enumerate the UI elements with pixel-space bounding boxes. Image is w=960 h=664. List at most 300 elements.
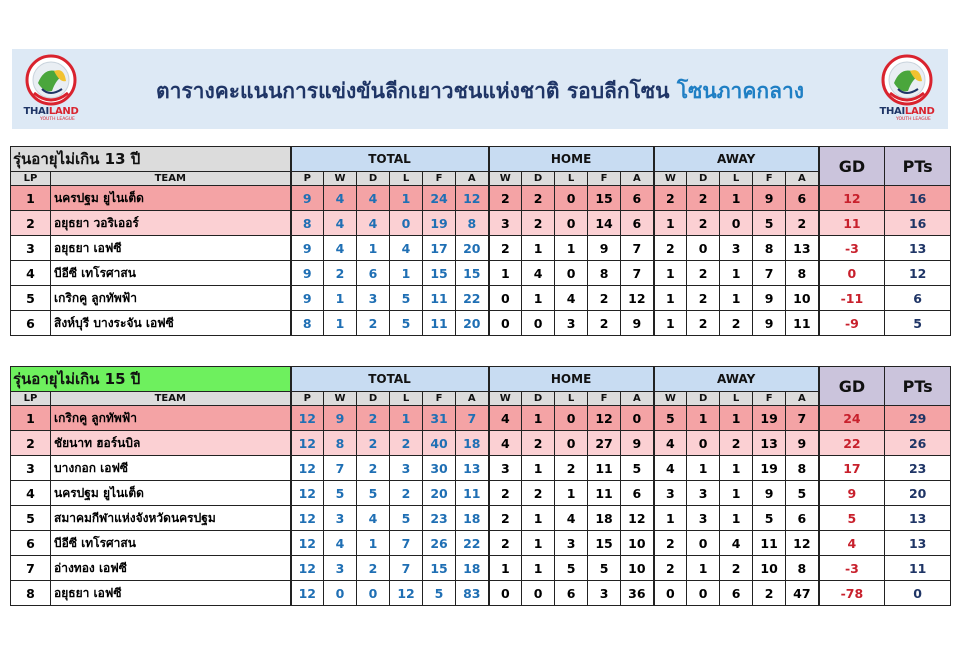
away-stat-cell: 47 xyxy=(786,581,819,606)
total-stat-cell: 15 xyxy=(423,261,456,286)
goal-difference-cell: 0 xyxy=(819,261,885,286)
column-header-total-f: F xyxy=(423,392,456,406)
away-stat-cell: 1 xyxy=(720,406,753,431)
home-stat-cell: 12 xyxy=(621,286,654,311)
total-stat-cell: 9 xyxy=(291,286,324,311)
away-stat-cell: 5 xyxy=(654,406,687,431)
column-header-away-a: A xyxy=(786,172,819,186)
away-stat-cell: 2 xyxy=(687,211,720,236)
home-stat-cell: 12 xyxy=(588,406,621,431)
team-name-cell: ชัยนาท ฮอร์นบิล xyxy=(51,431,291,456)
home-stat-cell: 0 xyxy=(489,581,522,606)
home-stat-cell: 9 xyxy=(621,431,654,456)
column-header-away-f: F xyxy=(753,172,786,186)
total-stat-cell: 8 xyxy=(291,211,324,236)
table-row xyxy=(11,431,951,456)
total-stat-cell: 4 xyxy=(390,236,423,261)
home-stat-cell: 2 xyxy=(588,286,621,311)
total-stat-cell: 2 xyxy=(357,431,390,456)
away-stat-cell: 2 xyxy=(687,311,720,336)
away-stat-cell: 4 xyxy=(654,456,687,481)
total-stat-cell: 8 xyxy=(291,311,324,336)
column-header-away-d: D xyxy=(687,392,720,406)
total-stat-cell: 11 xyxy=(423,311,456,336)
column-header-home-l: L xyxy=(555,392,588,406)
column-header-home-a: A xyxy=(621,392,654,406)
table-row xyxy=(11,481,951,506)
total-stat-cell: 2 xyxy=(357,406,390,431)
group-header-away: AWAY xyxy=(654,367,819,392)
home-stat-cell: 5 xyxy=(555,556,588,581)
home-stat-cell: 2 xyxy=(489,481,522,506)
away-stat-cell: 7 xyxy=(786,406,819,431)
column-header-away-l: L xyxy=(720,392,753,406)
goal-difference-cell: 22 xyxy=(819,431,885,456)
team-name-cell: อยุธยา เอฟซี xyxy=(51,581,291,606)
column-header-total-w: W xyxy=(324,392,357,406)
home-stat-cell: 15 xyxy=(588,531,621,556)
team-name-cell: บีอีซี เทโรศาสน xyxy=(51,531,291,556)
away-stat-cell: 9 xyxy=(753,286,786,311)
home-stat-cell: 0 xyxy=(555,186,588,211)
total-stat-cell: 7 xyxy=(456,406,489,431)
home-stat-cell: 3 xyxy=(555,531,588,556)
home-stat-cell: 1 xyxy=(489,261,522,286)
home-stat-cell: 14 xyxy=(588,211,621,236)
away-stat-cell: 1 xyxy=(720,261,753,286)
rank-cell: 1 xyxy=(11,186,51,211)
away-stat-cell: 1 xyxy=(654,286,687,311)
away-stat-cell: 2 xyxy=(753,581,786,606)
column-header-away-w: W xyxy=(654,172,687,186)
age-group-title: รุ่นอายุไม่เกิน 15 ปี xyxy=(11,367,291,392)
home-stat-cell: 1 xyxy=(522,286,555,311)
total-stat-cell: 31 xyxy=(423,406,456,431)
column-header-home-f: F xyxy=(588,172,621,186)
total-stat-cell: 9 xyxy=(324,406,357,431)
column-header-total-l: L xyxy=(390,172,423,186)
column-header-gd: GD xyxy=(819,147,885,186)
home-stat-cell: 0 xyxy=(489,286,522,311)
away-stat-cell: 1 xyxy=(720,481,753,506)
total-stat-cell: 4 xyxy=(357,211,390,236)
away-stat-cell: 2 xyxy=(654,236,687,261)
total-stat-cell: 12 xyxy=(291,556,324,581)
points-cell: 16 xyxy=(885,211,951,236)
table-row xyxy=(11,506,951,531)
home-stat-cell: 4 xyxy=(522,261,555,286)
column-header-lp: LP xyxy=(11,392,51,406)
total-stat-cell: 11 xyxy=(456,481,489,506)
table-row xyxy=(11,236,951,261)
home-stat-cell: 5 xyxy=(588,556,621,581)
column-header-total-d: D xyxy=(357,172,390,186)
home-stat-cell: 1 xyxy=(522,556,555,581)
away-stat-cell: 0 xyxy=(687,581,720,606)
header-banner xyxy=(12,49,948,129)
home-stat-cell: 2 xyxy=(588,311,621,336)
points-cell: 6 xyxy=(885,286,951,311)
column-header-total-p: P xyxy=(291,392,324,406)
column-header-total-a: A xyxy=(456,392,489,406)
total-stat-cell: 1 xyxy=(390,261,423,286)
total-stat-cell: 15 xyxy=(456,261,489,286)
rank-cell: 3 xyxy=(11,456,51,481)
away-stat-cell: 1 xyxy=(720,286,753,311)
column-header-total-d: D xyxy=(357,392,390,406)
total-stat-cell: 7 xyxy=(390,531,423,556)
total-stat-cell: 20 xyxy=(423,481,456,506)
home-stat-cell: 2 xyxy=(489,506,522,531)
away-stat-cell: 5 xyxy=(786,481,819,506)
table-row xyxy=(11,531,951,556)
total-stat-cell: 18 xyxy=(456,556,489,581)
home-stat-cell: 1 xyxy=(522,531,555,556)
away-stat-cell: 2 xyxy=(786,211,819,236)
points-cell: 20 xyxy=(885,481,951,506)
away-stat-cell: 9 xyxy=(786,431,819,456)
home-stat-cell: 4 xyxy=(489,406,522,431)
total-stat-cell: 4 xyxy=(324,531,357,556)
column-header-team: TEAM xyxy=(51,392,291,406)
away-stat-cell: 19 xyxy=(753,456,786,481)
total-stat-cell: 9 xyxy=(291,186,324,211)
home-stat-cell: 2 xyxy=(489,186,522,211)
logo-sub-text: YOUTH LEAGUE xyxy=(40,117,75,122)
home-stat-cell: 9 xyxy=(621,311,654,336)
total-stat-cell: 5 xyxy=(390,311,423,336)
rank-cell: 4 xyxy=(11,481,51,506)
home-stat-cell: 0 xyxy=(555,211,588,236)
total-stat-cell: 1 xyxy=(390,406,423,431)
home-stat-cell: 1 xyxy=(522,236,555,261)
away-stat-cell: 7 xyxy=(753,261,786,286)
away-stat-cell: 3 xyxy=(687,481,720,506)
home-stat-cell: 0 xyxy=(522,581,555,606)
goal-difference-cell: -3 xyxy=(819,556,885,581)
football-logo-icon xyxy=(872,53,942,109)
group-header-total: TOTAL xyxy=(291,367,489,392)
team-name-cell: อยุธยา วอริเออร์ xyxy=(51,211,291,236)
column-header-pts: PTs xyxy=(885,367,951,406)
column-header-lp: LP xyxy=(11,172,51,186)
total-stat-cell: 24 xyxy=(423,186,456,211)
home-stat-cell: 3 xyxy=(489,456,522,481)
home-stat-cell: 1 xyxy=(489,556,522,581)
home-stat-cell: 0 xyxy=(621,406,654,431)
total-stat-cell: 3 xyxy=(357,286,390,311)
column-header-home-a: A xyxy=(621,172,654,186)
home-stat-cell: 1 xyxy=(522,506,555,531)
column-header-away-f: F xyxy=(753,392,786,406)
points-cell: 26 xyxy=(885,431,951,456)
total-stat-cell: 12 xyxy=(291,431,324,456)
total-stat-cell: 4 xyxy=(324,211,357,236)
table-row xyxy=(11,261,951,286)
home-stat-cell: 3 xyxy=(489,211,522,236)
column-header-home-w: W xyxy=(489,172,522,186)
points-cell: 12 xyxy=(885,261,951,286)
total-stat-cell: 12 xyxy=(291,481,324,506)
rank-cell: 1 xyxy=(11,406,51,431)
away-stat-cell: 3 xyxy=(687,506,720,531)
total-stat-cell: 12 xyxy=(390,581,423,606)
total-stat-cell: 2 xyxy=(357,456,390,481)
home-stat-cell: 3 xyxy=(588,581,621,606)
away-stat-cell: 13 xyxy=(786,236,819,261)
away-stat-cell: 0 xyxy=(687,431,720,456)
column-header-home-f: F xyxy=(588,392,621,406)
total-stat-cell: 2 xyxy=(357,556,390,581)
rank-cell: 4 xyxy=(11,261,51,286)
home-stat-cell: 4 xyxy=(555,286,588,311)
home-stat-cell: 6 xyxy=(621,481,654,506)
team-name-cell: เกริกคู ลูกทัพฟ้า xyxy=(51,286,291,311)
home-stat-cell: 12 xyxy=(621,506,654,531)
total-stat-cell: 20 xyxy=(456,311,489,336)
team-name-cell: เกริกคู ลูกทัพฟ้า xyxy=(51,406,291,431)
away-stat-cell: 4 xyxy=(654,431,687,456)
rank-cell: 7 xyxy=(11,556,51,581)
total-stat-cell: 22 xyxy=(456,286,489,311)
header-row-groups xyxy=(11,367,951,392)
home-stat-cell: 0 xyxy=(522,311,555,336)
column-header-home-d: D xyxy=(522,392,555,406)
away-stat-cell: 8 xyxy=(786,456,819,481)
away-stat-cell: 1 xyxy=(720,186,753,211)
column-header-pts: PTs xyxy=(885,147,951,186)
away-stat-cell: 2 xyxy=(654,531,687,556)
away-stat-cell: 1 xyxy=(687,556,720,581)
away-stat-cell: 11 xyxy=(753,531,786,556)
home-stat-cell: 9 xyxy=(588,236,621,261)
total-stat-cell: 2 xyxy=(390,431,423,456)
away-stat-cell: 1 xyxy=(654,261,687,286)
header-row-groups xyxy=(11,147,951,172)
column-header-total-p: P xyxy=(291,172,324,186)
total-stat-cell: 3 xyxy=(324,556,357,581)
home-stat-cell: 6 xyxy=(621,186,654,211)
points-cell: 11 xyxy=(885,556,951,581)
goal-difference-cell: 5 xyxy=(819,506,885,531)
home-stat-cell: 2 xyxy=(522,431,555,456)
away-stat-cell: 9 xyxy=(753,186,786,211)
total-stat-cell: 4 xyxy=(324,186,357,211)
column-header-total-a: A xyxy=(456,172,489,186)
team-name-cell: บีอีซี เทโรศาสน xyxy=(51,261,291,286)
home-stat-cell: 27 xyxy=(588,431,621,456)
points-cell: 13 xyxy=(885,531,951,556)
total-stat-cell: 5 xyxy=(324,481,357,506)
total-stat-cell: 1 xyxy=(390,186,423,211)
away-stat-cell: 1 xyxy=(687,406,720,431)
away-stat-cell: 5 xyxy=(753,506,786,531)
home-stat-cell: 18 xyxy=(588,506,621,531)
column-header-home-w: W xyxy=(489,392,522,406)
away-stat-cell: 12 xyxy=(786,531,819,556)
points-cell: 29 xyxy=(885,406,951,431)
total-stat-cell: 0 xyxy=(324,581,357,606)
away-stat-cell: 8 xyxy=(786,556,819,581)
table-row xyxy=(11,556,951,581)
away-stat-cell: 2 xyxy=(687,186,720,211)
home-stat-cell: 10 xyxy=(621,556,654,581)
away-stat-cell: 2 xyxy=(654,186,687,211)
total-stat-cell: 13 xyxy=(456,456,489,481)
home-stat-cell: 6 xyxy=(555,581,588,606)
rank-cell: 2 xyxy=(11,431,51,456)
total-stat-cell: 9 xyxy=(291,236,324,261)
table-row xyxy=(11,456,951,481)
home-stat-cell: 1 xyxy=(522,456,555,481)
total-stat-cell: 17 xyxy=(423,236,456,261)
column-header-team: TEAM xyxy=(51,172,291,186)
goal-difference-cell: 11 xyxy=(819,211,885,236)
total-stat-cell: 12 xyxy=(291,506,324,531)
away-stat-cell: 2 xyxy=(687,286,720,311)
team-name-cell: นครปฐม ยูไนเต็ด xyxy=(51,186,291,211)
table-row xyxy=(11,406,951,431)
total-stat-cell: 1 xyxy=(357,236,390,261)
total-stat-cell: 4 xyxy=(324,236,357,261)
group-header-home: HOME xyxy=(489,367,654,392)
away-stat-cell: 3 xyxy=(654,481,687,506)
total-stat-cell: 3 xyxy=(390,456,423,481)
team-name-cell: บางกอก เอฟซี xyxy=(51,456,291,481)
team-name-cell: สิงห์บุรี บางระจัน เอฟซี xyxy=(51,311,291,336)
goal-difference-cell: -3 xyxy=(819,236,885,261)
away-stat-cell: 2 xyxy=(654,556,687,581)
home-stat-cell: 2 xyxy=(522,481,555,506)
total-stat-cell: 22 xyxy=(456,531,489,556)
home-stat-cell: 10 xyxy=(621,531,654,556)
away-stat-cell: 2 xyxy=(720,556,753,581)
points-cell: 5 xyxy=(885,311,951,336)
away-stat-cell: 9 xyxy=(753,311,786,336)
away-stat-cell: 3 xyxy=(720,236,753,261)
away-stat-cell: 19 xyxy=(753,406,786,431)
page-title: ตารางคะแนนการแข่งขันลีกเยาวชนแห่งชาติ รอบลีกโซน โซนภาคกลาง xyxy=(155,79,805,103)
total-stat-cell: 7 xyxy=(324,456,357,481)
total-stat-cell: 18 xyxy=(456,431,489,456)
away-stat-cell: 9 xyxy=(753,481,786,506)
home-stat-cell: 2 xyxy=(522,186,555,211)
total-stat-cell: 30 xyxy=(423,456,456,481)
total-stat-cell: 4 xyxy=(357,186,390,211)
header-row-columns xyxy=(11,172,951,186)
team-name-cell: สมาคมกีฬาแห่งจังหวัดนครปฐม xyxy=(51,506,291,531)
away-stat-cell: 0 xyxy=(687,236,720,261)
total-stat-cell: 5 xyxy=(390,506,423,531)
rank-cell: 8 xyxy=(11,581,51,606)
column-header-total-f: F xyxy=(423,172,456,186)
column-header-gd: GD xyxy=(819,367,885,406)
column-header-total-w: W xyxy=(324,172,357,186)
total-stat-cell: 12 xyxy=(291,531,324,556)
group-header-home: HOME xyxy=(489,147,654,172)
column-header-away-d: D xyxy=(687,172,720,186)
away-stat-cell: 4 xyxy=(720,531,753,556)
rank-cell: 6 xyxy=(11,311,51,336)
column-header-away-a: A xyxy=(786,392,819,406)
away-stat-cell: 10 xyxy=(786,286,819,311)
column-header-home-l: L xyxy=(555,172,588,186)
home-stat-cell: 5 xyxy=(621,456,654,481)
table-row xyxy=(11,581,951,606)
total-stat-cell: 18 xyxy=(456,506,489,531)
home-stat-cell: 0 xyxy=(555,406,588,431)
away-stat-cell: 0 xyxy=(687,531,720,556)
team-name-cell: อยุธยา เอฟซี xyxy=(51,236,291,261)
rank-cell: 6 xyxy=(11,531,51,556)
total-stat-cell: 11 xyxy=(423,286,456,311)
away-stat-cell: 6 xyxy=(786,186,819,211)
away-stat-cell: 2 xyxy=(720,431,753,456)
total-stat-cell: 1 xyxy=(357,531,390,556)
total-stat-cell: 12 xyxy=(291,456,324,481)
total-stat-cell: 12 xyxy=(291,581,324,606)
group-header-away: AWAY xyxy=(654,147,819,172)
home-stat-cell: 2 xyxy=(489,531,522,556)
team-name-cell: นครปฐม ยูไนเต็ด xyxy=(51,481,291,506)
home-stat-cell: 0 xyxy=(489,311,522,336)
points-cell: 16 xyxy=(885,186,951,211)
points-cell: 13 xyxy=(885,236,951,261)
team-name-cell: อ่างทอง เอฟซี xyxy=(51,556,291,581)
column-header-total-l: L xyxy=(390,392,423,406)
away-stat-cell: 1 xyxy=(654,506,687,531)
away-stat-cell: 2 xyxy=(687,261,720,286)
total-stat-cell: 5 xyxy=(357,481,390,506)
rank-cell: 2 xyxy=(11,211,51,236)
away-stat-cell: 6 xyxy=(720,581,753,606)
away-stat-cell: 1 xyxy=(720,506,753,531)
thailand-youth-league-logo-right xyxy=(872,53,942,125)
home-stat-cell: 0 xyxy=(555,431,588,456)
logo-brand-text: THAILAND xyxy=(23,106,79,117)
total-stat-cell: 1 xyxy=(324,311,357,336)
home-stat-cell: 0 xyxy=(555,261,588,286)
rank-cell: 5 xyxy=(11,286,51,311)
home-stat-cell: 3 xyxy=(555,311,588,336)
logo-brand-text: THAILAND xyxy=(879,106,935,117)
goal-difference-cell: -11 xyxy=(819,286,885,311)
away-stat-cell: 8 xyxy=(786,261,819,286)
total-stat-cell: 7 xyxy=(390,556,423,581)
total-stat-cell: 5 xyxy=(423,581,456,606)
home-stat-cell: 4 xyxy=(555,506,588,531)
goal-difference-cell: 4 xyxy=(819,531,885,556)
away-stat-cell: 1 xyxy=(654,211,687,236)
points-cell: 13 xyxy=(885,506,951,531)
total-stat-cell: 26 xyxy=(423,531,456,556)
away-stat-cell: 10 xyxy=(753,556,786,581)
goal-difference-cell: 17 xyxy=(819,456,885,481)
total-stat-cell: 83 xyxy=(456,581,489,606)
total-stat-cell: 20 xyxy=(456,236,489,261)
home-stat-cell: 2 xyxy=(489,236,522,261)
total-stat-cell: 2 xyxy=(390,481,423,506)
home-stat-cell: 11 xyxy=(588,456,621,481)
group-header-total: TOTAL xyxy=(291,147,489,172)
rank-cell: 3 xyxy=(11,236,51,261)
home-stat-cell: 36 xyxy=(621,581,654,606)
total-stat-cell: 2 xyxy=(324,261,357,286)
goal-difference-cell: 12 xyxy=(819,186,885,211)
age-group-title: รุ่นอายุไม่เกิน 13 ปี xyxy=(11,147,291,172)
away-stat-cell: 0 xyxy=(654,581,687,606)
total-stat-cell: 3 xyxy=(324,506,357,531)
